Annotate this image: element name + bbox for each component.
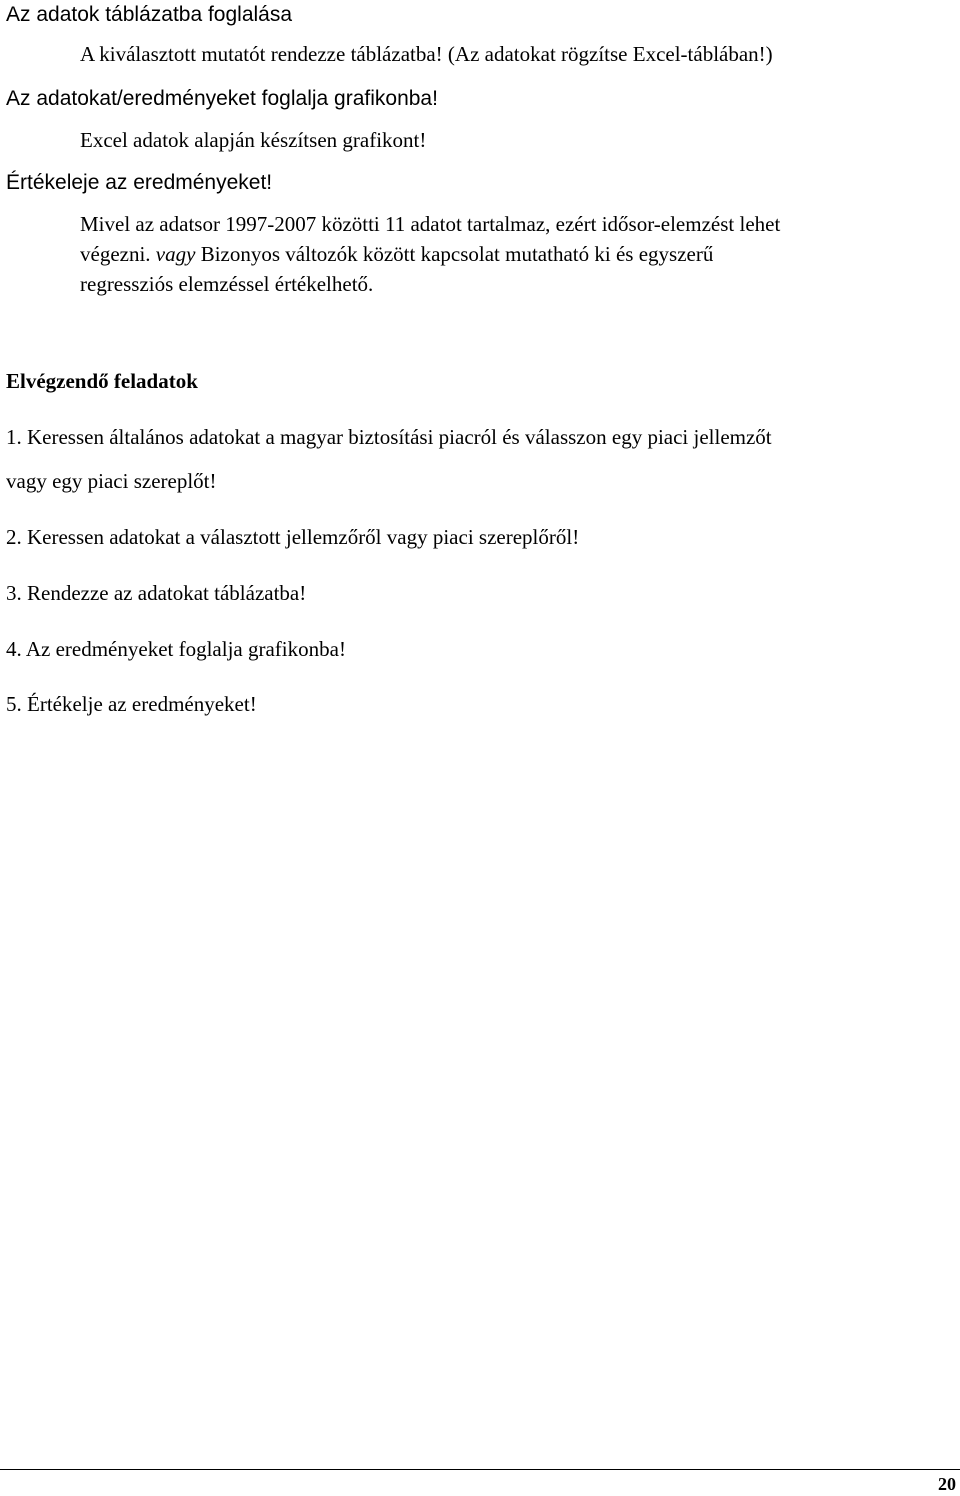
section-title-chart: Az adatokat/eredményeket foglalja grafikonba! (6, 87, 438, 110)
instruction-table: A kiválasztott mutatót rendezze táblázatba! (Az adatokat rögzítse Excel-táblában!) (80, 42, 773, 66)
evaluation-line-3: regressziós elemzéssel értékelhető. (80, 272, 374, 296)
footer-rule (0, 1469, 960, 1470)
task-4: 4. Az eredményeket foglalja grafikonba! (6, 637, 346, 661)
section-title-evaluate: Értékeleje az eredményeket! (6, 171, 273, 194)
instruction-chart: Excel adatok alapján készítsen grafikont! (80, 128, 427, 152)
evaluation-line-2-end: Bizonyos változók között kapcsolat mutatható ki és egyszerű (200, 242, 714, 266)
task-1-line-1: 1. Keressen általános adatokat a magyar biztosítási piacról és válasszon egy piaci jellemzőt (6, 425, 772, 449)
evaluation-line-2-start: végezni. (80, 242, 151, 266)
task-3: 3. Rendezze az adatokat táblázatba! (6, 581, 307, 605)
section-title-table: Az adatok táblázatba foglalása (6, 3, 293, 26)
tasks-heading: Elvégzendő feladatok (6, 369, 198, 393)
evaluation-line-2 (80, 239, 713, 269)
task-1-line-2: vagy egy piaci szereplőt! (6, 469, 217, 493)
page-number: 20 (938, 1474, 956, 1494)
evaluation-or-word: vagy (155, 242, 196, 266)
task-2: 2. Keressen adatokat a választott jellemzőről vagy piaci szereplőről! (6, 525, 580, 549)
evaluation-line-1: Mivel az adatsor 1997-2007 közötti 11 adatot tartalmaz, ezért idősor-elemzést lehet (80, 212, 781, 236)
task-5: 5. Értékelje az eredményeket! (6, 692, 257, 716)
